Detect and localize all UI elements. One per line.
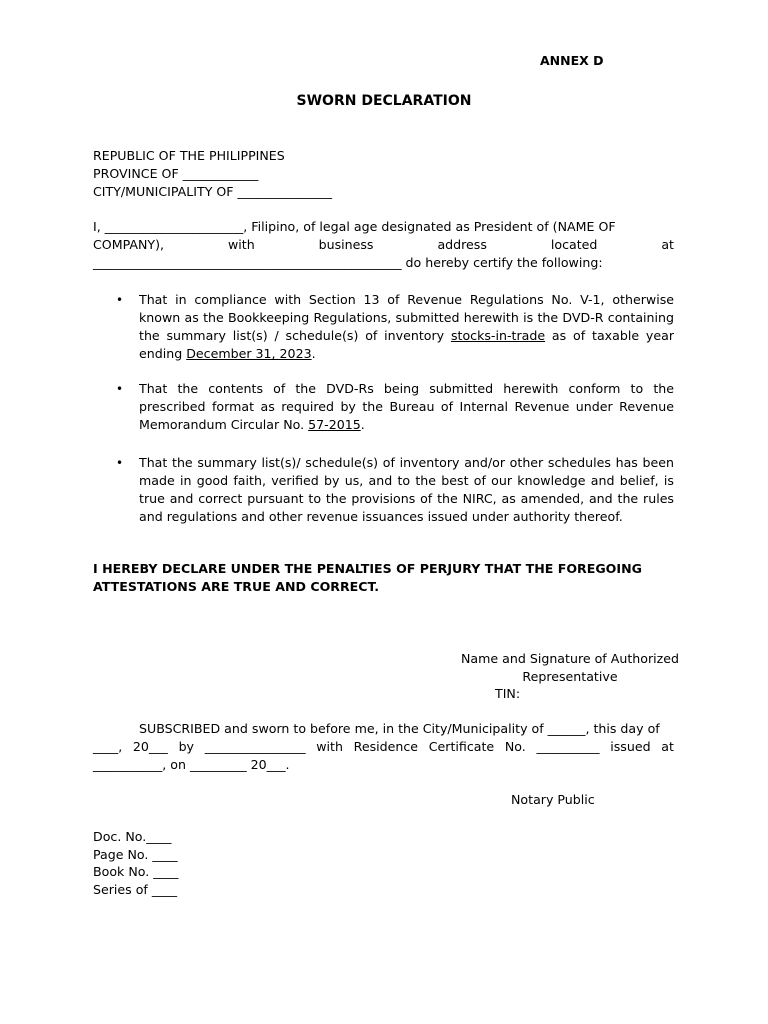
- doc-no: Doc. No.____: [93, 829, 172, 844]
- intro-word: business: [318, 237, 374, 252]
- sub-word: 20___: [132, 739, 168, 754]
- item-text: as of taxable year ending: [139, 328, 674, 361]
- intro-word: at: [661, 237, 674, 252]
- intro-line-1: I, ______________________, Filipino, of legal age designated as President of (NAME OF: [93, 219, 616, 234]
- intro-word: with: [227, 237, 255, 252]
- item-text: That the summary list(s)/ schedule(s) of inventory and/or other schedules has been made in good faith, verified by us, and to the best of our knowledge and belief, is true and correct pursuant to the provisions of the NIRC, as amended, and the rules and regulations and other revenue issuances issued under authority thereof.: [139, 455, 674, 524]
- sub-word: ____,: [93, 739, 123, 754]
- sub-word: by: [178, 739, 195, 754]
- intro-word: address: [437, 237, 487, 252]
- republic-line: REPUBLIC OF THE PHILIPPINES: [93, 148, 285, 163]
- list-item: [116, 291, 674, 363]
- series-of: Series of ____: [93, 881, 178, 897]
- item-text: That the contents of the DVD-Rs being submitted herewith conform to the prescribed format as required by the Bureau of Internal Revenue under Revenue Memorandum Circular No.: [139, 381, 674, 432]
- list-item: [116, 380, 674, 434]
- sub-word: Residence: [353, 739, 419, 754]
- bullet-icon: •: [116, 382, 124, 396]
- sub-word: with: [316, 739, 343, 754]
- intro-line-3: _________________________________________________ do hereby certify the following:: [93, 255, 603, 270]
- notarial-register: [93, 828, 178, 898]
- item-text: .: [360, 417, 365, 432]
- underlined-date: December 31, 2023: [186, 346, 312, 361]
- intro-line-2: [93, 236, 674, 254]
- underlined-circular-no: 57-2015: [308, 417, 361, 432]
- item-text: .: [311, 346, 316, 361]
- annex-label: ANNEX D: [540, 53, 604, 68]
- bullet-icon: •: [116, 456, 124, 470]
- province-line: PROVINCE OF ____________: [93, 166, 259, 181]
- page-no: Page No. ____: [93, 846, 178, 862]
- sub-word: issued: [610, 739, 651, 754]
- sub-word: __________: [536, 739, 600, 754]
- city-line: CITY/MUNICIPALITY OF _______________: [93, 184, 332, 199]
- underlined-term: stocks-in-trade: [450, 328, 546, 343]
- notary-public-label: Notary Public: [511, 792, 595, 807]
- signature-caption-2: Representative: [522, 669, 618, 684]
- sub-word: No.: [504, 739, 526, 754]
- signature-caption: Name and Signature of Authorized: [460, 651, 679, 666]
- sub-word: ________________: [204, 739, 306, 754]
- intro-word: COMPANY),: [93, 237, 165, 252]
- item-text: That in compliance with Section 13 of Revenue Regulations No. V-1, otherwise known as the Bookkeeping Regulations, submitted herewith is the DVD-R containing the summary list(s) / schedule(s) of inventory: [139, 292, 674, 343]
- bullet-icon: •: [116, 293, 124, 307]
- tin-label: TIN:: [495, 686, 521, 701]
- perjury-declaration: I HEREBY DECLARE UNDER THE PENALTIES OF PERJURY THAT THE FOREGOING ATTESTATIONS ARE TRUE AND CORRECT.: [93, 561, 642, 594]
- book-no: Book No. ____: [93, 864, 179, 879]
- subscribed-line-3: ___________, on _________ 20___.: [93, 757, 290, 772]
- document-title: SWORN DECLARATION: [296, 93, 472, 109]
- subscribed-line-1: SUBSCRIBED and sworn to before me, in the City/Municipality of ______, this day of: [139, 721, 660, 736]
- intro-word: located: [550, 237, 598, 252]
- sub-word: at: [661, 739, 674, 754]
- subscribed-paragraph: [93, 720, 674, 774]
- jurisdiction-header: [93, 147, 674, 201]
- list-item: [116, 454, 674, 526]
- sub-word: Certificate: [428, 739, 495, 754]
- subscribed-line-2: [93, 738, 674, 756]
- intro-paragraph: [93, 218, 674, 272]
